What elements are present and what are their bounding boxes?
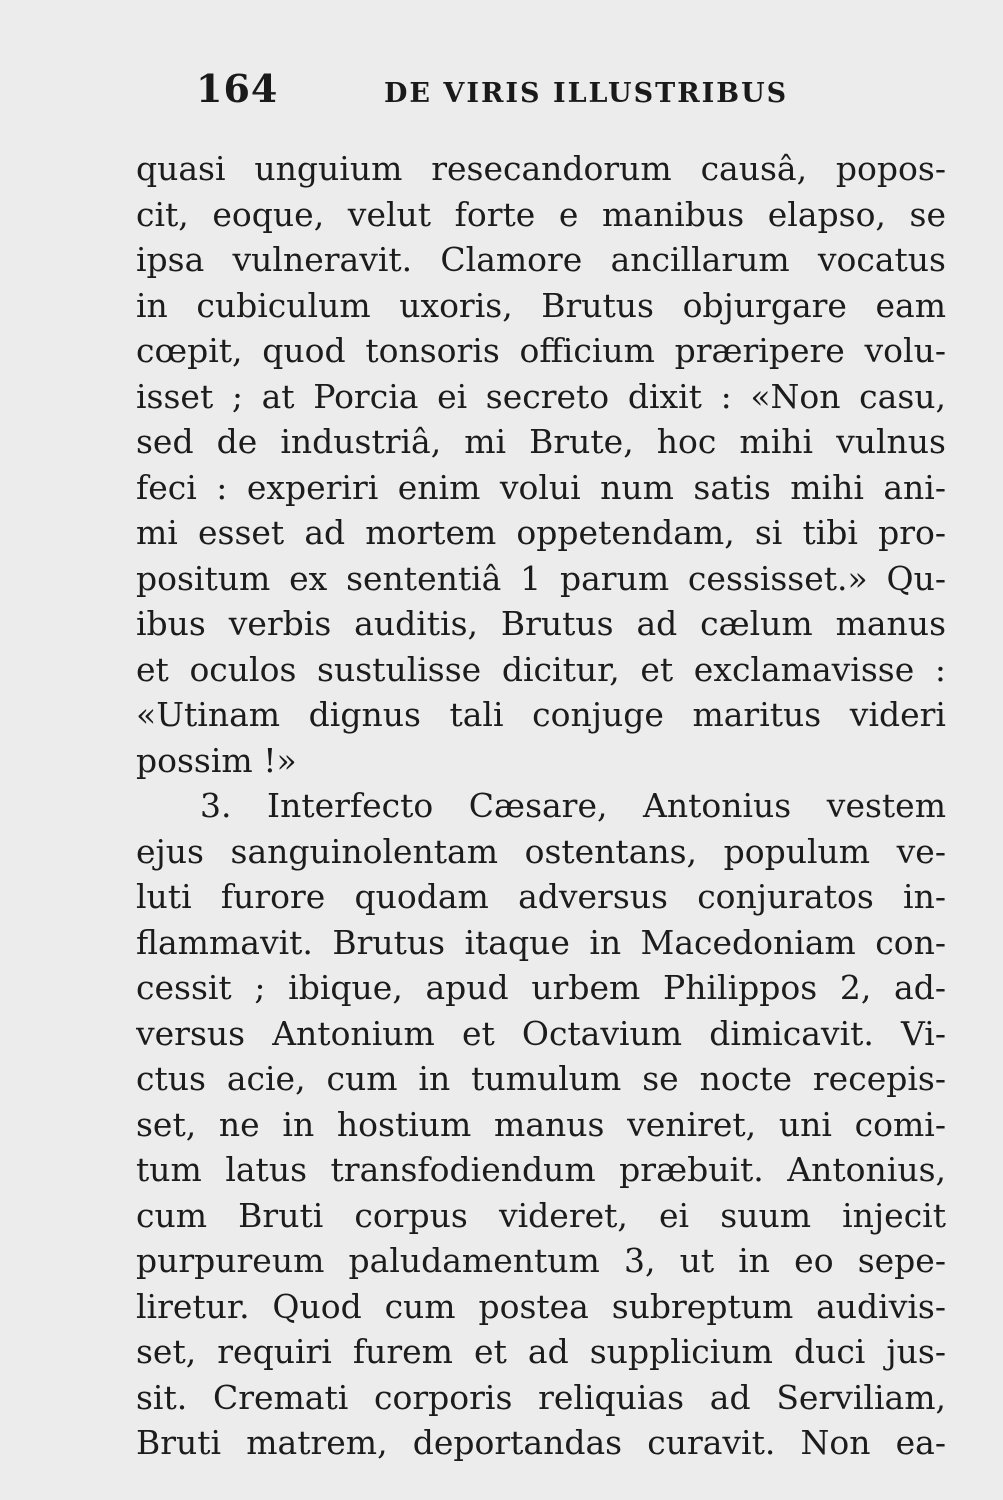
body-text (136, 146, 946, 1466)
paragraph-start-line: 3. Interfecto Cæsare, Antonius vestem (200, 786, 946, 825)
running-head: DE VIRIS ILLUSTRIBUS (384, 78, 789, 109)
text-line: ipsa vulneravit. Clamore ancillarum vocatus (136, 240, 946, 279)
text-line: sed de industriâ, mi Brute, hoc mihi vulnus (136, 422, 946, 461)
text-line: positum ex sententiâ 1 parum cessisset.» Qu- (136, 558, 946, 598)
text-line: cit, eoque, velut forte e manibus elapso, se (136, 194, 946, 234)
text-line: ctus acie, cum in tumulum se nocte recepis- (136, 1059, 946, 1098)
text-line: ejus sanguinolentam ostentans, populum ve- (136, 831, 946, 871)
text-line: et oculos sustulisse dicitur, et exclamavisse : (136, 649, 946, 689)
text-line: quasi unguium resecandorum causâ, popos- (136, 149, 946, 188)
page-number: 164 (196, 66, 279, 111)
text-line: ibus verbis auditis, Brutus ad cælum manus (136, 604, 946, 643)
text-line: purpureum paludamentum 3, ut in eo sepe- (136, 1241, 946, 1280)
text-line: sit. Cremati corporis reliquias ad Serviliam, (136, 1377, 946, 1417)
text-line: cœpit, quod tonsoris officium præripere volu- (136, 331, 946, 370)
text-line: feci : experiri enim volui num satis mihi ani- (136, 467, 946, 507)
paragraph-end-line: possim !» (136, 740, 297, 780)
text-line: set, ne in hostium manus veniret, uni comi- (136, 1104, 946, 1144)
text-line: mi esset ad mortem oppetendam, si tibi pro- (136, 513, 946, 552)
text-line: versus Antonium et Octavium dimicavit. Vi- (136, 1013, 946, 1053)
text-line: «Utinam dignus tali conjuge maritus videri (136, 695, 946, 734)
text-line: tum latus transfodiendum præbuit. Antonius, (136, 1150, 946, 1189)
page-header (0, 66, 1003, 116)
text-line: in cubiculum uxoris, Brutus objurgare eam (136, 285, 946, 325)
text-line: set, requiri furem et ad supplicium duci jus- (136, 1332, 946, 1371)
text-line: isset ; at Porcia ei secreto dixit : «Non casu, (136, 376, 946, 416)
text-line: liretur. Quod cum postea subreptum audivis- (136, 1286, 946, 1326)
text-line: cum Bruti corpus videret, ei suum injecit (136, 1195, 946, 1235)
text-line: luti furore quodam adversus conjuratos in- (136, 877, 946, 916)
text-line: flammavit. Brutus itaque in Macedoniam con- (136, 922, 946, 962)
text-line: Bruti matrem, deportandas curavit. Non ea- (136, 1423, 946, 1462)
text-line: cessit ; ibique, apud urbem Philippos 2, ad- (136, 968, 946, 1007)
